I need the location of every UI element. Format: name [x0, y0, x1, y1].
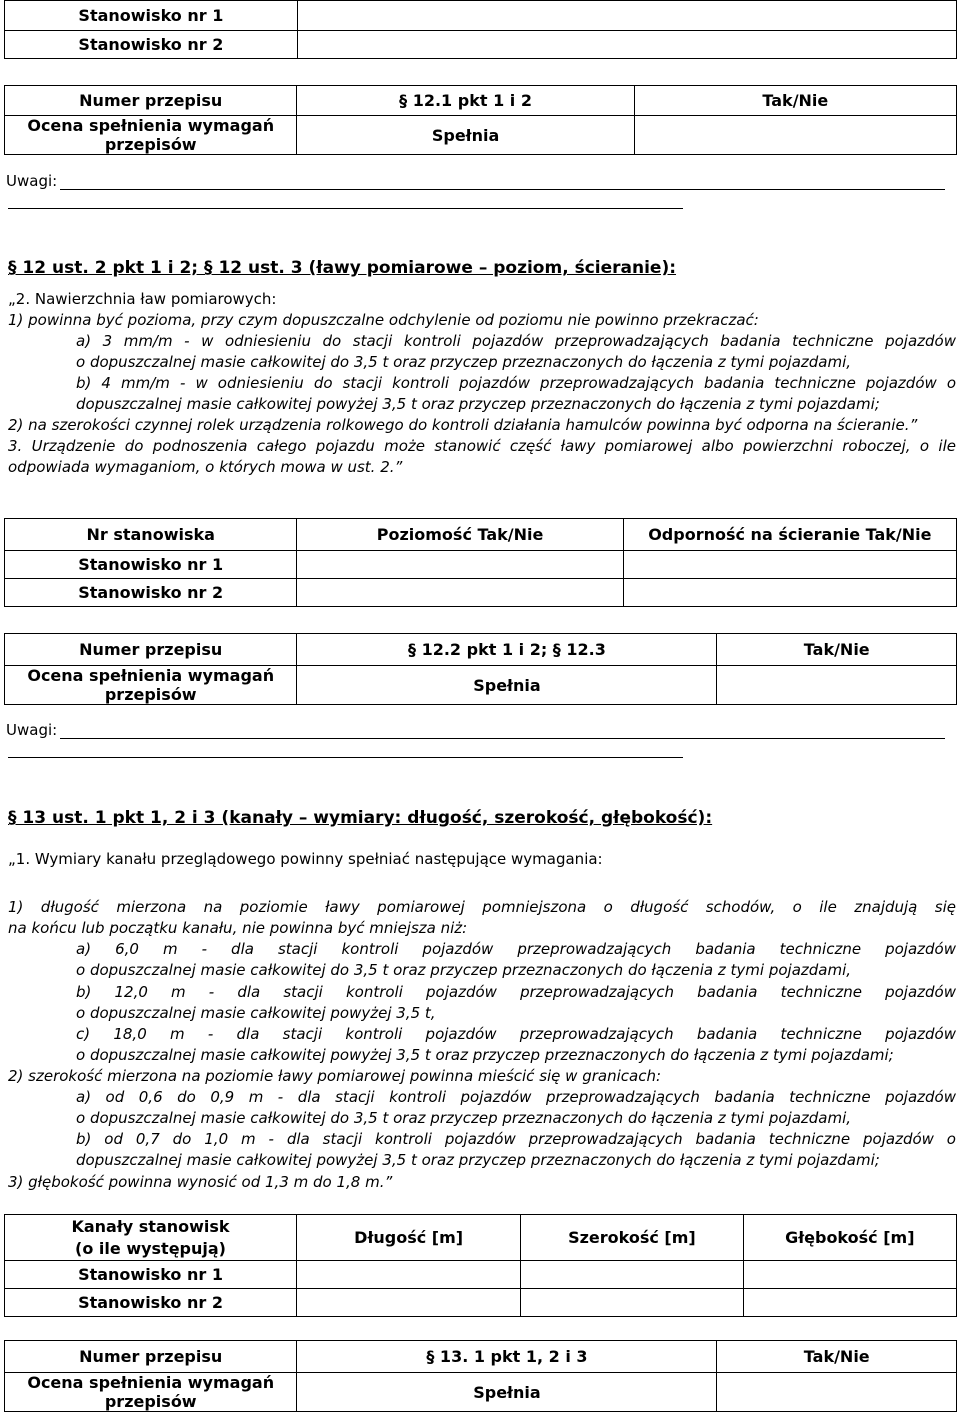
length-station-2[interactable] [297, 1289, 521, 1317]
section-13-a1: a) 6,0 m - dla stacji kontroli pojazdów przeprowadzających badania techniczne pojazdów [76, 940, 956, 958]
regulation-table-1 [4, 85, 957, 155]
col-abrasion: Odporność na ścieranie Tak/Nie [623, 519, 956, 551]
row-station-2: Stanowisko nr 2 [5, 1289, 297, 1317]
section-13-c2: o dopuszczalnej masie całkowitej powyżej 3,5 t oraz przyczep przeznaczonych do łączenia z tymi pojazdami; [76, 1046, 894, 1064]
regulation-number-value: § 13. 1 pkt 1, 2 i 3 [297, 1341, 717, 1373]
station-1-label: Stanowisko nr 1 [5, 1, 298, 31]
depth-station-1[interactable] [743, 1261, 956, 1289]
yes-no-label: Tak/Nie [634, 86, 956, 116]
section-13-p1: „1. Wymiary kanału przeglądowego powinny spełniać następujące wymagania: [8, 850, 603, 868]
col-levelness: Poziomość Tak/Nie [297, 519, 623, 551]
assessment-label: Ocena spełnienia wymagań przepisów [5, 1373, 297, 1412]
yes-no-label: Tak/Nie [717, 1341, 957, 1373]
meets-label: Spełnia [297, 116, 634, 155]
row-station-1: Stanowisko nr 1 [5, 1261, 297, 1289]
yes-no-label: Tak/Nie [717, 634, 957, 666]
col-length: Długość [m] [297, 1215, 521, 1261]
assessment-label: Ocena spełnienia wymagań przepisów [5, 116, 297, 155]
assessment-label: Ocena spełnienia wymagań przepisów [5, 666, 297, 705]
section-13-a2: o dopuszczalnej masie całkowitej do 3,5 t oraz przyczep przeznaczonych do łączenia z tymi pojazdami, [76, 961, 852, 979]
station-2-label: Stanowisko nr 2 [5, 31, 298, 59]
section-13-b2: o dopuszczalnej masie całkowitej powyżej 3,5 t, [76, 1004, 436, 1022]
width-station-1[interactable] [521, 1261, 743, 1289]
section-13-p2a: 1) długość mierzona na poziomie ławy pomiarowej pomniejszona o długość schodów, o ile znajdują się [8, 898, 956, 916]
section-13-c1: c) 18,0 m - dla stacji kontroli pojazdów przeprowadzających badania techniczne pojazdów [76, 1025, 956, 1043]
section-13-p2b: na końcu lub początku kanału, nie powinna być mniejsza niż: [8, 919, 468, 937]
regulation-number-label: Numer przepisu [5, 86, 297, 116]
section-12-a2: o dopuszczalnej masie całkowitej do 3,5 t oraz przyczep przeznaczonych do łączenia z tymi pojazdami, [76, 353, 852, 371]
col-pits-line1: Kanały stanowisk [71, 1216, 230, 1236]
regulation-number-value: § 12.2 pkt 1 i 2; § 12.3 [297, 634, 717, 666]
col-width: Szerokość [m] [521, 1215, 743, 1261]
levelness-station-2[interactable] [297, 579, 623, 607]
col-pits [5, 1215, 297, 1261]
remarks-line-2[interactable] [8, 757, 683, 758]
station-1-value[interactable] [297, 1, 956, 31]
section-12-p4a: 3. Urządzenie do podnoszenia całego pojazdu może stanowić część ławy pomiarowej albo powierzchni roboczej, o ile [8, 437, 956, 455]
section-13-p4: 3) głębokość powinna wynosić od 1,3 m do 1,8 m.” [8, 1173, 393, 1191]
width-station-2[interactable] [521, 1289, 743, 1317]
top-stations-table [4, 0, 957, 59]
section-13-b1: b) 12,0 m - dla stacji kontroli pojazdów przeprowadzających badania techniczne pojazdów [76, 983, 956, 1001]
meets-label: Spełnia [297, 1373, 717, 1412]
depth-station-2[interactable] [743, 1289, 956, 1317]
levelness-table [4, 518, 957, 607]
section-13-e1: b) od 0,7 do 1,0 m - dla stacji kontroli pojazdów przeprowadzających badania techniczne pojazdów o [76, 1130, 956, 1148]
section-12-heading: § 12 ust. 2 pkt 1 i 2; § 12 ust. 3 (ławy pomiarowe – poziom, ścieranie): [8, 258, 677, 278]
section-13-p3: 2) szerokość mierzona na poziomie ławy pomiarowej powinna mieścić się w granicach: [8, 1067, 662, 1085]
remarks-label: Uwagi: [6, 172, 58, 190]
col-depth: Głębokość [m] [743, 1215, 956, 1261]
section-12-p4b: odpowiada wymaganiom, o których mowa w ust. 2.” [8, 458, 403, 476]
row-station-1: Stanowisko nr 1 [5, 551, 297, 579]
pit-dimensions-table [4, 1214, 957, 1317]
section-12-p3: 2) na szerokości czynnej rolek urządzenia rolkowego do kontroli działania hamulców powinna być odporna na ścieranie.” [8, 416, 918, 434]
levelness-station-1[interactable] [297, 551, 623, 579]
regulation-table-2 [4, 633, 957, 705]
section-13-heading: § 13 ust. 1 pkt 1, 2 i 3 (kanały – wymiary: długość, szerokość, głębokość): [8, 808, 713, 828]
station-2-value[interactable] [297, 31, 956, 59]
remarks-line-1[interactable] [60, 738, 945, 739]
regulation-table-3 [4, 1340, 957, 1412]
col-station-number: Nr stanowiska [5, 519, 297, 551]
length-station-1[interactable] [297, 1261, 521, 1289]
section-13-e2: dopuszczalnej masie całkowitej powyżej 3,5 t oraz przyczep przeznaczonych do łączenia z tymi pojazdami; [76, 1151, 880, 1169]
meets-label: Spełnia [297, 666, 717, 705]
meets-value[interactable] [717, 1373, 957, 1412]
section-12-p2: 1) powinna być pozioma, przy czym dopuszczalne odchylenie od poziomu nie powinno przekraczać: [8, 311, 759, 329]
section-12-p1: „2. Nawierzchnia ław pomiarowych: [8, 290, 277, 308]
section-12-a1: a) 3 mm/m - w odniesieniu do stacji kontroli pojazdów przeprowadzających badania techniczne pojazdów [76, 332, 956, 350]
row-station-2: Stanowisko nr 2 [5, 579, 297, 607]
section-13-d2: o dopuszczalnej masie całkowitej do 3,5 t oraz przyczep przeznaczonych do łączenia z tymi pojazdami, [76, 1109, 852, 1127]
meets-value[interactable] [634, 116, 956, 155]
abrasion-station-2[interactable] [623, 579, 956, 607]
section-12-b1: b) 4 mm/m - w odniesieniu do stacji kontroli pojazdów przeprowadzających badania techniczne pojazdów o [76, 374, 956, 392]
col-pits-line2: (o ile występują) [75, 1238, 226, 1258]
regulation-number-label: Numer przepisu [5, 1341, 297, 1373]
meets-value[interactable] [717, 666, 957, 705]
remarks-label: Uwagi: [6, 721, 58, 739]
section-13-d1: a) od 0,6 do 0,9 m - dla stacji kontroli pojazdów przeprowadzających badania techniczne pojazdów [76, 1088, 956, 1106]
regulation-number-value: § 12.1 pkt 1 i 2 [297, 86, 634, 116]
abrasion-station-1[interactable] [623, 551, 956, 579]
remarks-line-2[interactable] [8, 208, 683, 209]
regulation-number-label: Numer przepisu [5, 634, 297, 666]
remarks-line-1[interactable] [60, 189, 945, 190]
section-12-b2: dopuszczalnej masie całkowitej powyżej 3,5 t oraz przyczep przeznaczonych do łączenia z tymi pojazdami; [76, 395, 880, 413]
